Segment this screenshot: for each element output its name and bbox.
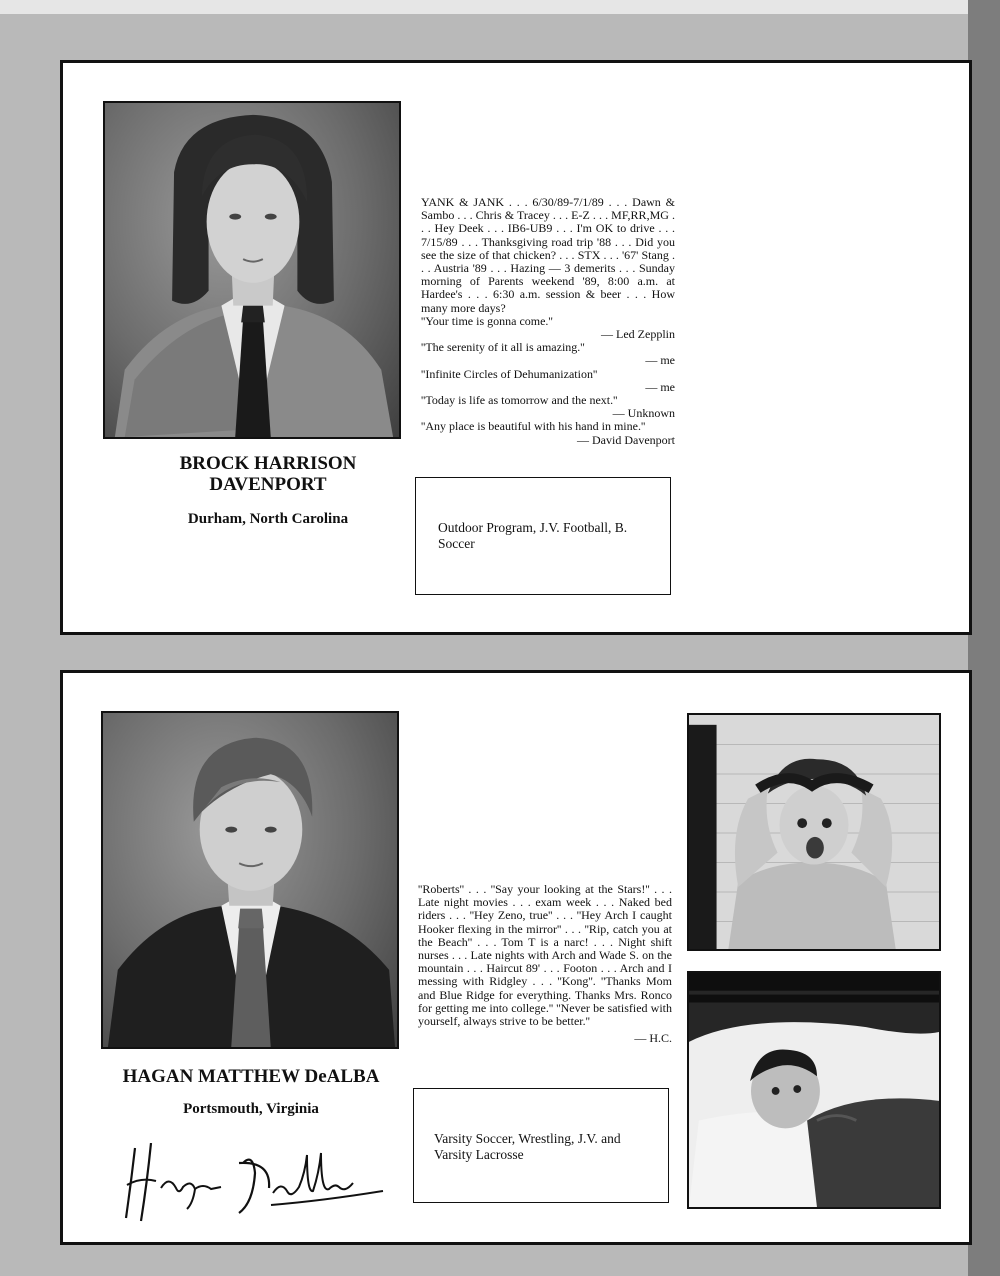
quote-attribution: — me [645,379,675,394]
senior-bio [421,196,675,447]
senior-name: BROCK HARRISON DAVENPORT [179,453,357,495]
quote-text: ''Any place is beautiful with his hand in mine.'' [421,419,646,434]
senior-panel-dealba [60,670,972,1245]
quote-attribution: — me [645,353,675,368]
hometown: Portsmouth, Virginia [183,1101,319,1117]
page-gutter [968,0,1000,1276]
quote-text: ''Your time is gonna come.'' [421,313,553,328]
candid-photo-hands-on-head [687,713,941,951]
scan-edge [0,0,1000,14]
hometown: Durham, North Carolina [187,511,349,527]
signature-image [121,1143,391,1223]
portrait-photo-davenport [103,101,401,439]
portrait-photo-dealba [101,711,399,1049]
bio-text: YANK & JANK . . . 6/30/89-7/1/89 . . . Dawn & Sambo . . . Chris & Tracey . . . E-Z . . . MF,RR,MG . . . Hey Deek . . . IB6-UB9 . . . I'm OK to drive . . . 7/15/89 . . . Thanksgiving road trip '88 . . . Did you see the size of that chicken? . . . STX . . . '67' Stang . . . Austria '89 . . . Hazing — 3 demerits . . . Sunday morning of Parents weekend '89, 8:00 a.m. at Hardee's . . . 6:30 a.m. session & beer . . . How many more days? [421,195,675,315]
candid-photo-sleeping [687,971,941,1209]
quote-text: ''The serenity of it all is amazing.'' [421,340,585,355]
quote-attribution: — Unknown [612,406,675,421]
activities-box: Varsity Soccer, Wrestling, J.V. and Varsity Lacrosse [413,1088,669,1203]
quote-attribution: — H.C. [634,1031,672,1046]
activities-box: Outdoor Program, J.V. Football, B. Soccer [415,477,671,595]
quote-attribution: — David Davenport [577,432,675,447]
quote-attribution: — Led Zepplin [601,327,675,342]
senior-bio [418,883,672,1045]
quote-text: ''Infinite Circles of Dehumanization'' [421,366,598,381]
senior-panel-davenport [60,60,972,635]
bio-text: ''Roberts'' . . . ''Say your looking at the Stars!'' . . . Late night movies . . . exam week . . . Naked bed riders . . . ''Hey Zeno, true'' . . . ''Hey Arch I caught Hooker flexing in the mirror'' . . . ''Rip, catch you at the Beach'' . . . Tom T is a narc! . . . Night shift nurses . . . Late nights with Arch and Wade S. on the mountain . . . Haircut 89' . . . Footon . . . Arch and I messing with Ridgley . . . ''Kong''. ''Thanks Mom and Blue Ridge for everything. Thanks Mrs. Ronco for getting me into college.'' ''Never be satisfied with yourself, always strive to be better.'' [418,882,672,1029]
quote-text: ''Today is life as tomorrow and the next.'' [421,393,618,408]
senior-name: HAGAN MATTHEW DeALBA [122,1066,380,1087]
